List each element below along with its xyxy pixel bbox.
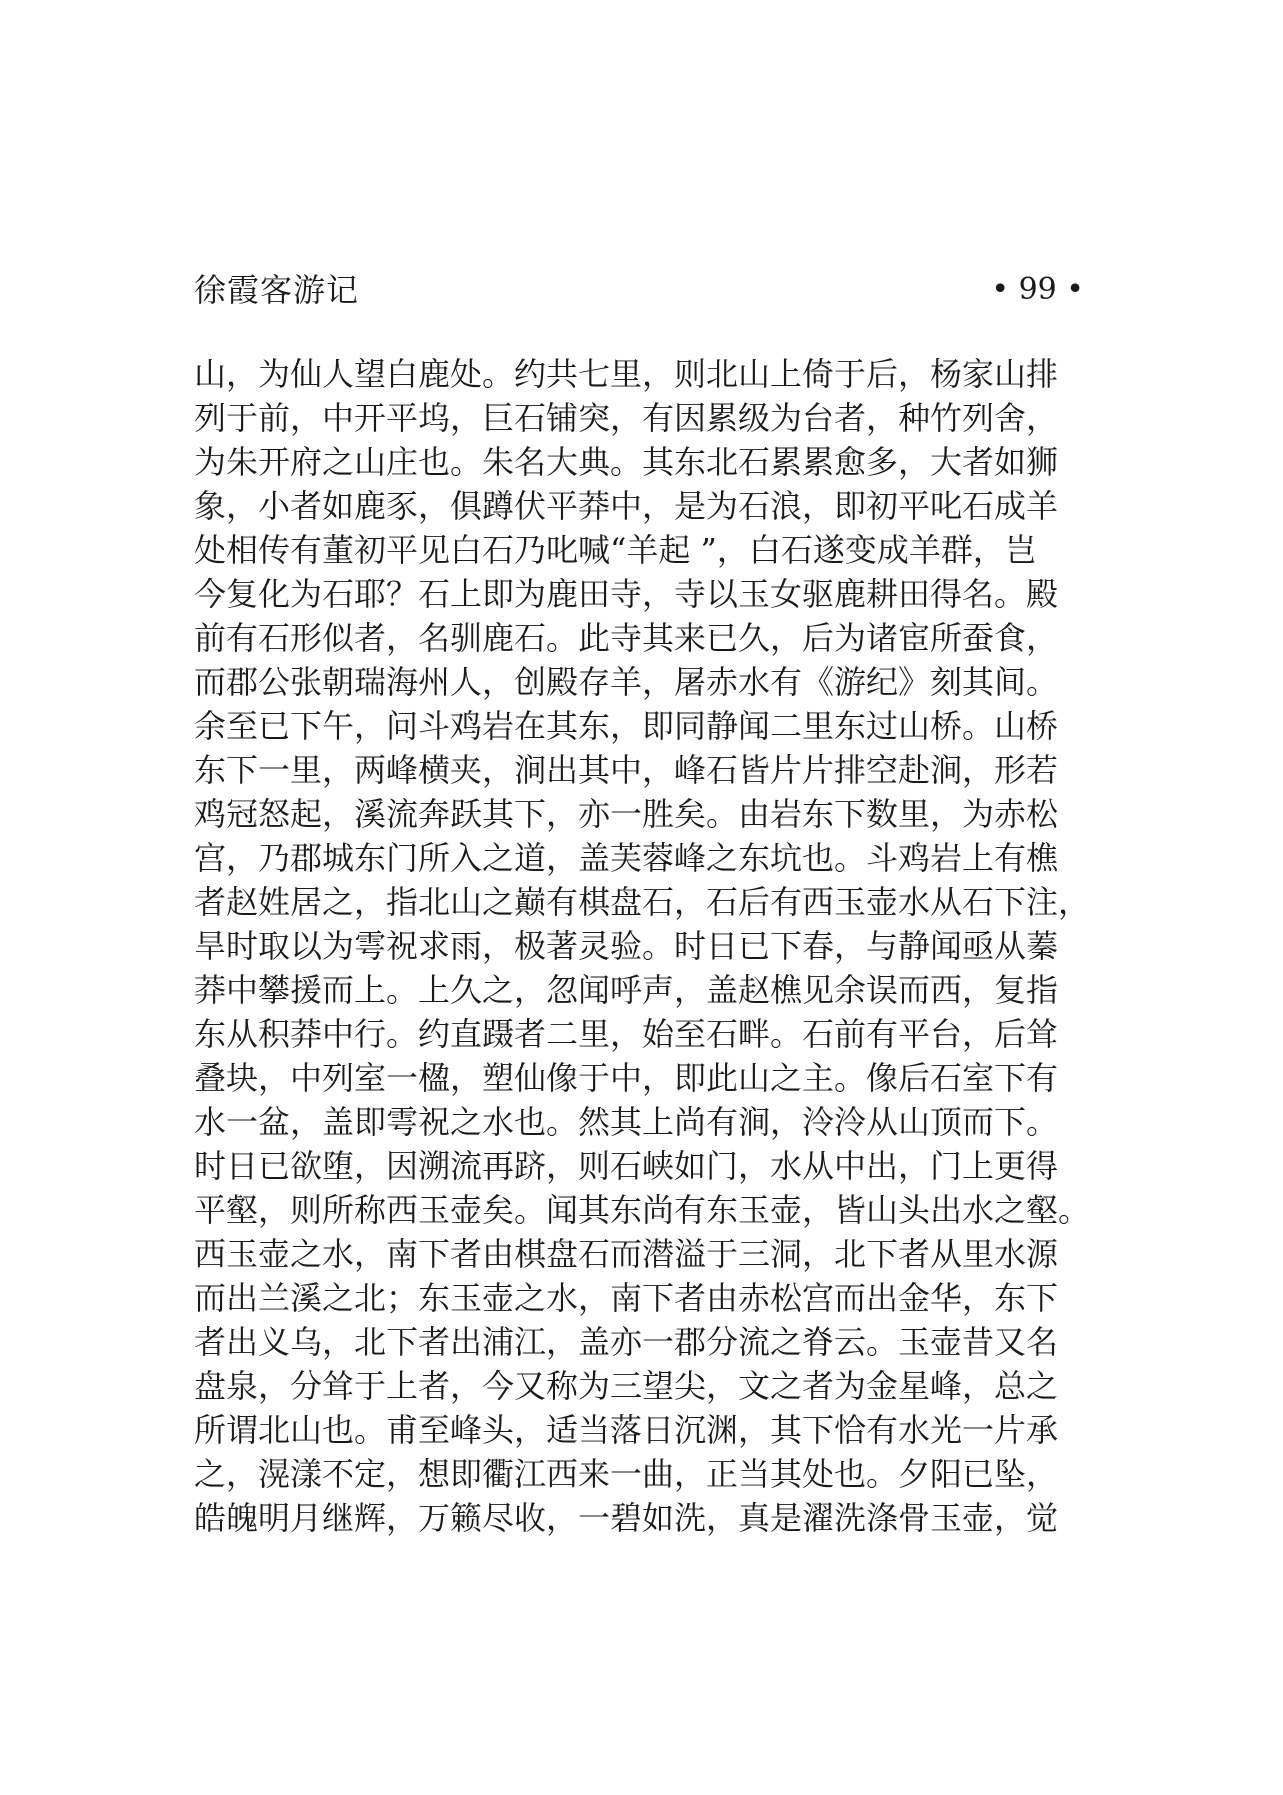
text-line: 列于前，中开平坞，巨石铺突，有因累级为台者，种竹列舍， (194, 399, 1059, 437)
text-line: 旱时取以为雩祝求雨，极著灵验。时日已下春，与静闻亟从蓁 (194, 927, 1059, 965)
text-line: 东从积莽中行。约直蹑者二里，始至石畔。石前有平台，后耸 (194, 1015, 1059, 1053)
text-line: 而出兰溪之北；东玉壶之水，南下者由赤松宫而出金华，东下 (194, 1279, 1059, 1317)
text-line: 而郡公张朝瑞海州人，创殿存羊，屠赤水有《游纪》刻其间。 (194, 663, 1059, 701)
text-line: 莽中攀援而上。上久之，忽闻呼声，盖赵樵见余误而西，复指 (194, 971, 1059, 1009)
text-line: 山，为仙人望白鹿处。约共七里，则北山上倚于后，杨家山排 (194, 355, 1059, 393)
page-number: • 99 • (991, 272, 1084, 307)
text-line: 为朱开府之山庄也。朱名大典。其东北石累累愈多，大者如狮 (194, 443, 1059, 481)
text-line: 象，小者如鹿豕，俱蹲伏平莽中，是为石浪，即初平叱石成羊 (194, 487, 1059, 525)
text-line: 水一盆，盖即雩祝之水也。然其上尚有涧，泠泠从山顶而下。 (194, 1103, 1059, 1141)
book-title: 徐霞客游记 (194, 271, 360, 309)
text-line: 皓魄明月继辉，万籁尽收，一碧如洗，真是濯洗涤骨玉壶，觉 (194, 1499, 1059, 1537)
text-line: 者赵姓居之，指北山之巅有棋盘石，石后有西玉壶水从石下注， (194, 883, 1091, 921)
page-header (194, 266, 1084, 314)
text-line: 西玉壶之水，南下者由棋盘石而潜溢于三洞，北下者从里水源 (194, 1235, 1059, 1273)
text-line: 余至已下午，问斗鸡岩在其东，即同静闻二里东过山桥。山桥 (194, 707, 1059, 745)
text-line: 时日已欲堕，因溯流再跻，则石峡如门，水从中出，门上更得 (194, 1147, 1059, 1185)
text-line: 盘泉，分耸于上者，今又称为三望尖，文之者为金星峰，总之 (194, 1367, 1059, 1405)
text-line: 今复化为石耶？石上即为鹿田寺，寺以玉女驱鹿耕田得名。殿 (194, 575, 1059, 613)
text-line: 宫，乃郡城东门所入之道，盖芙蓉峰之东坑也。斗鸡岩上有樵 (194, 839, 1059, 877)
body-text (194, 352, 1094, 1540)
text-line: 所谓北山也。甫至峰头，适当落日沉渊，其下恰有水光一片承 (194, 1411, 1059, 1449)
text-line: 叠块，中列室一楹，塑仙像于中，即此山之主。像后石室下有 (194, 1059, 1059, 1097)
text-line: 处相传有董初平见白石乃叱喊“羊起 ”，白石遂变成羊群，岂 (194, 531, 1037, 569)
text-line: 之，滉漾不定，想即衢江西来一曲，正当其处也。夕阳已坠， (194, 1455, 1059, 1493)
text-line: 东下一里，两峰横夹，涧出其中，峰石皆片片排空赴涧，形若 (194, 751, 1059, 789)
text-line: 平壑，则所称西玉壶矣。闻其东尚有东玉壶，皆山头出水之壑。 (194, 1191, 1091, 1229)
text-line: 前有石形似者，名驯鹿石。此寺其来已久，后为诸宦所蚕食， (194, 619, 1059, 657)
text-line: 鸡冠怒起，溪流奔跃其下，亦一胜矣。由岩东下数里，为赤松 (194, 795, 1059, 833)
text-line: 者出义乌，北下者出浦江，盖亦一郡分流之脊云。玉壶昔又名 (194, 1323, 1059, 1361)
